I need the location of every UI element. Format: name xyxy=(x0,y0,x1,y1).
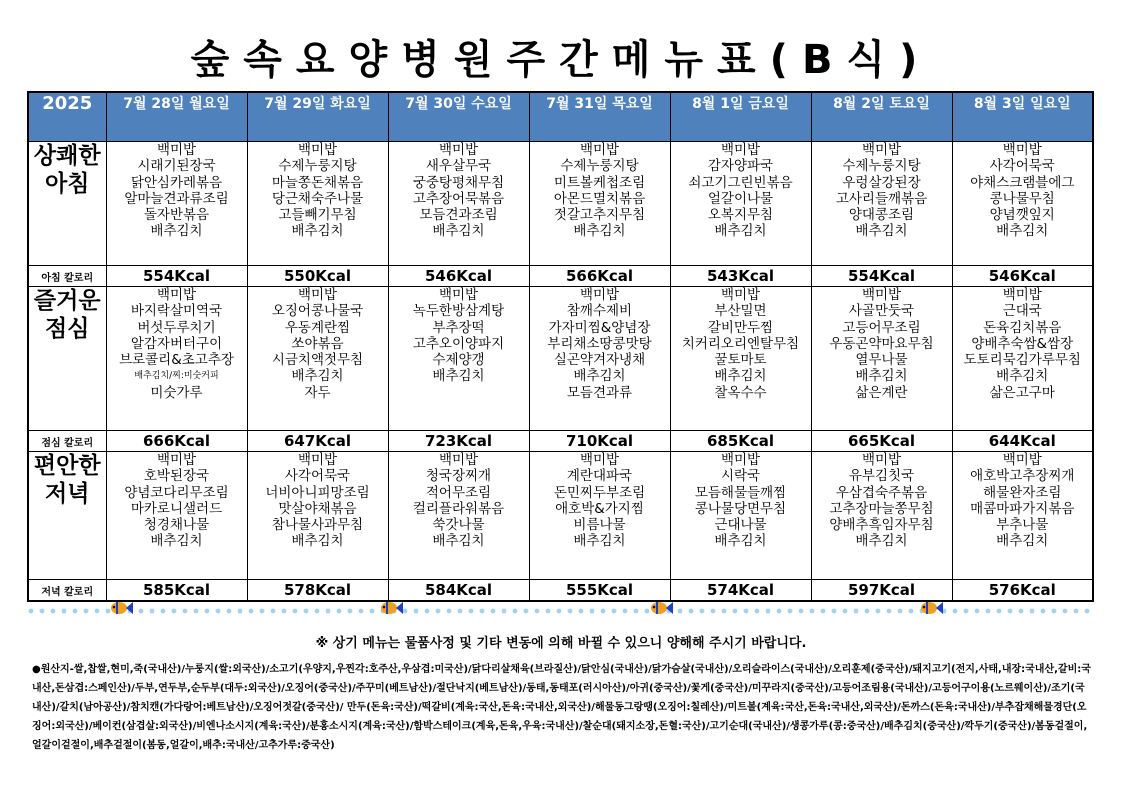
bubble xyxy=(612,609,617,614)
menu-item: 마늘쫑돈채볶음 xyxy=(271,174,364,191)
menu-item: 새우살무국 xyxy=(425,158,492,175)
bubble xyxy=(832,609,837,614)
notice-text: ※ 상기 메뉴는 물품사정 및 기타 변동에 의해 바뀔 수 있으니 양해해 주시기 바랍니다. xyxy=(315,636,807,651)
menu-cell xyxy=(952,142,1093,266)
menu-item: 배추김치 xyxy=(432,533,485,550)
menu-item: 찰옥수수 xyxy=(714,384,767,401)
menu-item: 아몬드멸치볶음 xyxy=(553,190,646,207)
bubble xyxy=(447,609,452,614)
calorie-value: 584Kcal xyxy=(388,580,529,602)
bubble xyxy=(733,609,738,614)
calorie-value: 578Kcal xyxy=(247,580,388,602)
calorie-value: 685Kcal xyxy=(670,431,811,452)
bubble xyxy=(997,609,1002,614)
bubble xyxy=(73,609,78,614)
bubble xyxy=(634,609,639,614)
calorie-label: 점심 칼로리 xyxy=(28,431,106,452)
menu-item: 야채스크램블에그 xyxy=(970,174,1075,191)
menu-item: 배추김치 xyxy=(855,223,908,240)
menu-item: 삶은고구마 xyxy=(989,384,1055,401)
menu-item: 비름나물 xyxy=(573,517,626,534)
bubble xyxy=(524,609,529,614)
menu-cell xyxy=(388,287,529,431)
menu-cell xyxy=(247,287,388,431)
menu-item: 백미밥 xyxy=(1002,142,1042,158)
bubble xyxy=(579,609,584,614)
bubble xyxy=(238,609,243,614)
menu-item: 배추김치 xyxy=(150,223,203,240)
menu-item: 백미밥 xyxy=(720,142,761,158)
menu-item: 유부김칫국 xyxy=(848,468,915,485)
menu-item: 백미밥 xyxy=(720,452,761,468)
bubble xyxy=(876,609,881,614)
menu-item: 도토리묵김가루무침 xyxy=(963,352,1081,369)
menu-item: 호박된장국 xyxy=(143,468,210,485)
bubble xyxy=(788,609,793,614)
bubble xyxy=(1008,609,1013,614)
menu-item: 알감자버터구이 xyxy=(130,335,223,352)
menu-item: 백미밥 xyxy=(438,287,479,303)
bubble xyxy=(304,609,309,614)
calorie-value: 546Kcal xyxy=(952,266,1093,287)
day-header: 8월 1일 금요일 xyxy=(670,92,811,142)
menu-item: 계란대파국 xyxy=(566,468,633,485)
bubble xyxy=(95,609,100,614)
calorie-value: 566Kcal xyxy=(529,266,670,287)
menu-item: 애호박고추장찌개 xyxy=(970,468,1075,485)
bubble xyxy=(62,609,67,614)
menu-item: 시래기된장국 xyxy=(137,158,216,175)
menu-item: 부산밀면 xyxy=(714,303,767,320)
menu-item: 고사리들깨볶음 xyxy=(835,190,928,207)
bubble xyxy=(623,609,628,614)
menu-cell xyxy=(247,142,388,266)
menu-item: 근대나물 xyxy=(714,517,767,534)
bubble xyxy=(183,609,188,614)
bubble xyxy=(1041,609,1046,614)
fish-icon xyxy=(381,602,403,614)
menu-item: 배추김치 xyxy=(855,533,908,550)
menu-item: 고등어무조림 xyxy=(842,319,921,336)
bubble xyxy=(953,609,958,614)
menu-item: 참나물사과무침 xyxy=(271,517,364,534)
meal-row xyxy=(28,452,1093,580)
menu-item: 양배추숙쌈&쌈장 xyxy=(971,335,1074,352)
menu-item: 백미밥 xyxy=(297,452,338,468)
bubble xyxy=(337,609,342,614)
menu-item: 젓갈고추지무침 xyxy=(553,207,646,224)
menu-item: 사각어묵국 xyxy=(989,158,1055,175)
menu-item: 사각어묵국 xyxy=(284,468,351,485)
menu-item: 녹두한방삼계탕 xyxy=(412,303,505,320)
menu-item: 배추김치 xyxy=(996,223,1049,240)
fish-bubble-decoration xyxy=(27,596,1094,620)
menu-cell xyxy=(106,452,247,580)
menu-cell xyxy=(529,287,670,431)
menu-item: 바지락살미역국 xyxy=(130,303,223,320)
menu-item: 갈비만두찜 xyxy=(707,319,774,336)
menu-item: 배추김치 xyxy=(996,533,1049,550)
bubble xyxy=(205,609,210,614)
bubble xyxy=(260,609,265,614)
bubble xyxy=(1085,609,1090,614)
bubble xyxy=(755,609,760,614)
menu-item: 우렁살강된장 xyxy=(842,174,921,191)
menu-item: 실곤약겨자냉채 xyxy=(553,352,646,369)
menu-cell xyxy=(670,452,811,580)
bubble xyxy=(1019,609,1024,614)
menu-item: 백미밥 xyxy=(861,452,902,468)
bubble xyxy=(700,609,705,614)
menu-item: 감자양파국 xyxy=(707,158,774,175)
menu-item: 배추김치 xyxy=(573,368,626,385)
menu-item: 배추김치 xyxy=(855,368,908,385)
menu-item: 부추장떡 xyxy=(432,319,485,336)
menu-item: 자두 xyxy=(304,384,331,401)
menu-item: 궁중탕평채무침 xyxy=(412,174,505,191)
bubble xyxy=(502,609,507,614)
calorie-value: 550Kcal xyxy=(247,266,388,287)
bubble xyxy=(766,609,771,614)
menu-item: 수제누룽지탕 xyxy=(278,158,357,175)
bubble xyxy=(810,609,815,614)
bubble xyxy=(964,609,969,614)
bubble xyxy=(898,609,903,614)
menu-item: 모듬견과류 xyxy=(566,384,633,401)
bubble xyxy=(282,609,287,614)
bubble xyxy=(315,609,320,614)
bubble xyxy=(370,609,375,614)
menu-cell xyxy=(529,452,670,580)
menu-item: 배추김치 xyxy=(573,223,626,240)
menu-item: 미숫가루 xyxy=(150,384,203,401)
weekly-menu-table xyxy=(27,91,1094,602)
meal-row xyxy=(28,142,1093,266)
menu-item: 양대콩조림 xyxy=(848,207,915,224)
meal-row xyxy=(28,287,1093,431)
calorie-label: 저녁 칼로리 xyxy=(28,580,106,602)
calorie-value: 555Kcal xyxy=(529,580,670,602)
menu-cell xyxy=(388,142,529,266)
bubble xyxy=(403,609,408,614)
menu-cell xyxy=(670,142,811,266)
bubble xyxy=(799,609,804,614)
bubble xyxy=(469,609,474,614)
menu-item: 마카로니샐러드 xyxy=(130,500,223,517)
bubble xyxy=(216,609,221,614)
menu-item: 가자미찜&양념장 xyxy=(548,319,651,336)
menu-item: 백미밥 xyxy=(438,142,479,158)
calorie-value: 647Kcal xyxy=(247,431,388,452)
bubble xyxy=(194,609,199,614)
menu-item: 배추김치 xyxy=(432,223,485,240)
bubble xyxy=(865,609,870,614)
menu-item: 백미밥 xyxy=(156,452,197,468)
bubble xyxy=(1074,609,1079,614)
calorie-value: 710Kcal xyxy=(529,431,670,452)
bubble xyxy=(843,609,848,614)
bubble xyxy=(326,609,331,614)
menu-item: 미트볼케첩조림 xyxy=(553,174,646,191)
menu-item: 버섯두루치기 xyxy=(137,319,216,336)
bubble xyxy=(722,609,727,614)
menu-item: 백미밥 xyxy=(156,142,197,158)
menu-item: 우삼겹숙주볶음 xyxy=(835,484,928,501)
menu-item: 쑥갓나물 xyxy=(432,517,485,534)
menu-item: 꿀토마토 xyxy=(714,352,767,369)
menu-item: 백미밥 xyxy=(297,287,338,303)
calorie-value: 597Kcal xyxy=(811,580,952,602)
menu-item: 쏘야볶음 xyxy=(291,335,344,352)
menu-item: 배추김치 xyxy=(291,368,344,385)
bubble xyxy=(227,609,232,614)
calorie-label: 아침 칼로리 xyxy=(28,266,106,287)
meal-label: 상쾌한 아침 xyxy=(28,142,106,266)
bubble xyxy=(535,609,540,614)
menu-item: 매콤마파가지볶음 xyxy=(970,500,1075,517)
day-header: 8월 3일 일요일 xyxy=(952,92,1093,142)
menu-item: 배추김치 xyxy=(714,223,767,240)
menu-item: 백미밥 xyxy=(579,287,620,303)
calorie-value: 543Kcal xyxy=(670,266,811,287)
menu-item: 브로콜리&초고추장 xyxy=(119,352,234,369)
origin-info: ●원산지-쌀,찹쌀,현미,죽(국내산)/누룽지(쌀:외국산)/소고기(우양지,우찐각:호주산,우삼겹:미국산)/닭다리살채육(브라질산)/닭안심(국내산)/닭가슴살(국내산)/오리슬라이스(국내산)/오리훈제(중국산)/돼지고기(전지,사태,내장:국내산,갈비:국내산,돈삼겹:스페인산)/두부,연두부,순두부(대두:외국산)/오징어(중국산)/주꾸미(베트남산)/절단낙지(베트남산)/동태,동태포(러시아산)/아귀(중국산)/꽃게(중국산)/미꾸라지(중국산)/고등어조림용(국내산)/고등어구이용(노르웨이산)/조기(국내산)/갈치(남아공산)/참치캔(가다랑어:베트남산)/오징어젓갈(중국산)/ 만두(돈육:국산)/떡갈비(계육:국산,돈육:국내산,외국산)/해물동그랑땡(오징어:칠레산)/미트볼(계육:국산,돈육:국내산,외국산)/돈까스(돈육:국내산)/부추잡채해물경단(오징어:외국산)/베이컨(삼겹살:외국산)/비엔나소시지(계육:국산)/분홍소시지(계육:국산)/함박스테이크(계육,돈육,우육:국내산)/찰순대(돼지소장,돈혈:국산)/고기순대(국내산)/생콩가루(콩:중국산)/배추김치(중국산)/깍두기(중국산)/봄동겉절이,얼갈이겉절이,배추겉절이(봄동,얼갈이,배추:국내산/고추가루:중국산) xyxy=(32,664,1091,751)
bubble xyxy=(458,609,463,614)
menu-cell xyxy=(811,142,952,266)
bubble xyxy=(414,609,419,614)
calorie-value: 576Kcal xyxy=(952,580,1093,602)
bubble xyxy=(271,609,276,614)
menu-item: 콩나물무침 xyxy=(989,190,1055,207)
bubble xyxy=(986,609,991,614)
menu-item: 백미밥 xyxy=(861,142,902,158)
bubble xyxy=(909,609,914,614)
menu-item: 부리채소땅콩맛탕 xyxy=(547,335,652,352)
bubble xyxy=(1063,609,1068,614)
menu-item: 당근채숙주나물 xyxy=(271,190,364,207)
bubble xyxy=(1030,609,1035,614)
menu-item: 오징어콩나물국 xyxy=(271,303,364,320)
bubble xyxy=(106,609,111,614)
calorie-row xyxy=(28,431,1093,452)
bubble xyxy=(854,609,859,614)
bubble xyxy=(744,609,749,614)
menu-item: 얼갈이나물 xyxy=(707,190,774,207)
calorie-value: 554Kcal xyxy=(106,266,247,287)
bubble xyxy=(678,609,683,614)
menu-item: 근대국 xyxy=(1002,303,1042,320)
menu-item: 참깨수제비 xyxy=(566,303,633,320)
bubble xyxy=(359,609,364,614)
menu-item: 시락국 xyxy=(720,468,761,485)
bubble xyxy=(1052,609,1057,614)
menu-cell xyxy=(529,142,670,266)
menu-item: 백미밥 xyxy=(156,287,197,303)
day-header: 7월 31일 목요일 xyxy=(529,92,670,142)
bubble xyxy=(546,609,551,614)
calorie-row xyxy=(28,266,1093,287)
bubble xyxy=(293,609,298,614)
bubble xyxy=(491,609,496,614)
menu-item: 적어무조림 xyxy=(425,484,492,501)
bubble xyxy=(40,609,45,614)
menu-item: 백미밥 xyxy=(579,142,620,158)
bubble xyxy=(590,609,595,614)
bubble xyxy=(436,609,441,614)
menu-item: 고추오이양파지 xyxy=(412,335,505,352)
menu-item: 오복지무침 xyxy=(707,207,774,224)
day-header: 8월 2일 토요일 xyxy=(811,92,952,142)
menu-item: 배추김치 xyxy=(573,533,626,550)
menu-cell xyxy=(952,287,1093,431)
menu-item: 모듬견과조림 xyxy=(419,207,498,224)
menu-item: 닭안심카레볶음 xyxy=(130,174,223,191)
menu-item: 시금치액젓무침 xyxy=(271,352,364,369)
fish-icon xyxy=(921,602,943,614)
bubble xyxy=(161,609,166,614)
day-header: 7월 28일 월요일 xyxy=(106,92,247,142)
calorie-value: 546Kcal xyxy=(388,266,529,287)
bubble xyxy=(568,609,573,614)
menu-item: 돈민찌두부조림 xyxy=(553,484,646,501)
menu-item: 치커리오리엔탈무침 xyxy=(681,335,800,352)
menu-item: 배추김치 xyxy=(150,533,203,550)
menu-cell xyxy=(388,452,529,580)
calorie-value: 723Kcal xyxy=(388,431,529,452)
bubble xyxy=(425,609,430,614)
bubble xyxy=(601,609,606,614)
menu-item: 배추김치 xyxy=(714,533,767,550)
menu-item: 돈육김치볶음 xyxy=(983,319,1062,336)
menu-item: 양배추흑임자무침 xyxy=(829,517,934,534)
menu-item: 맛살야채볶음 xyxy=(278,500,357,517)
calorie-value: 554Kcal xyxy=(811,266,952,287)
menu-item: 돌자반볶음 xyxy=(143,207,210,224)
bubble xyxy=(480,609,485,614)
menu-cell xyxy=(811,287,952,431)
menu-cell xyxy=(247,452,388,580)
menu-item: 사골만둣국 xyxy=(848,303,915,320)
calorie-value: 574Kcal xyxy=(670,580,811,602)
menu-item: 백미밥 xyxy=(438,452,479,468)
menu-cell xyxy=(106,287,247,431)
meal-label: 편안한 저녁 xyxy=(28,452,106,580)
menu-item: 우동곤약마요무침 xyxy=(829,335,934,352)
bubble xyxy=(139,609,144,614)
bubble xyxy=(150,609,155,614)
menu-item: 애호박&가지찜 xyxy=(555,500,644,517)
menu-item: 콩나물당면무침 xyxy=(694,500,787,517)
menu-item: 우동계란찜 xyxy=(284,319,351,336)
menu-item: 배추김치 xyxy=(291,533,344,550)
bubble xyxy=(84,609,89,614)
bubble xyxy=(172,609,177,614)
menu-item: 백미밥 xyxy=(579,452,620,468)
menu-item: 백미밥 xyxy=(861,287,902,303)
menu-item: 배추김치 xyxy=(432,368,485,385)
menu-item: 고추장마늘쫑무침 xyxy=(829,500,934,517)
bubble xyxy=(557,609,562,614)
menu-item: 배추김치/찌:미숫커피 xyxy=(134,371,219,382)
calorie-value: 585Kcal xyxy=(106,580,247,602)
menu-item: 컬리플라워볶음 xyxy=(412,500,505,517)
bubble xyxy=(645,609,650,614)
day-header: 7월 30일 수요일 xyxy=(388,92,529,142)
bubble xyxy=(348,609,353,614)
menu-item: 양념코다리무조림 xyxy=(124,484,229,501)
menu-item: 배추김치 xyxy=(714,368,767,385)
menu-cell xyxy=(670,287,811,431)
calorie-value: 666Kcal xyxy=(106,431,247,452)
bubble xyxy=(249,609,254,614)
header-row xyxy=(28,92,1093,142)
menu-item: 수제누룽지탕 xyxy=(560,158,639,175)
bubble xyxy=(777,609,782,614)
menu-item: 알마늘견과류조림 xyxy=(124,190,229,207)
menu-item: 쇠고기그린빈볶음 xyxy=(688,174,793,191)
bubble xyxy=(887,609,892,614)
meal-label: 즐거운 점심 xyxy=(28,287,106,431)
menu-item: 백미밥 xyxy=(720,287,761,303)
bubble xyxy=(711,609,716,614)
bubble xyxy=(51,609,56,614)
calorie-value: 644Kcal xyxy=(952,431,1093,452)
menu-item: 부추나물 xyxy=(996,517,1049,534)
menu-item: 너비아니피망조림 xyxy=(265,484,370,501)
menu-item: 백미밥 xyxy=(1002,287,1042,303)
menu-cell xyxy=(811,452,952,580)
menu-item: 삶은계란 xyxy=(855,384,908,401)
menu-item: 배추김치 xyxy=(996,368,1049,385)
menu-item: 모듬해물들깨찜 xyxy=(694,484,787,501)
bubble xyxy=(821,609,826,614)
bubble xyxy=(29,609,34,614)
menu-item: 수제양갱 xyxy=(432,352,485,369)
menu-cell xyxy=(106,142,247,266)
bubble xyxy=(689,609,694,614)
menu-item: 해물완자조림 xyxy=(983,484,1062,501)
bubble xyxy=(513,609,518,614)
menu-item: 양념깻잎지 xyxy=(989,207,1055,224)
menu-item: 열무나물 xyxy=(855,352,908,369)
calorie-value: 665Kcal xyxy=(811,431,952,452)
bubble xyxy=(975,609,980,614)
menu-item: 고들빼기무침 xyxy=(278,207,357,224)
menu-item: 백미밥 xyxy=(1002,452,1042,468)
menu-item: 고추장어묵볶음 xyxy=(412,190,505,207)
year-header: 2025 xyxy=(28,92,106,142)
day-header: 7월 29일 화요일 xyxy=(247,92,388,142)
page-title: 숲속요양병원주간메뉴표(B식) xyxy=(190,37,932,83)
menu-item: 배추김치 xyxy=(291,223,344,240)
menu-item: 청경채나물 xyxy=(143,517,210,534)
menu-item: 청국장찌개 xyxy=(425,468,492,485)
menu-item: 수제누룽지탕 xyxy=(842,158,921,175)
menu-cell xyxy=(952,452,1093,580)
menu-item: 백미밥 xyxy=(297,142,338,158)
